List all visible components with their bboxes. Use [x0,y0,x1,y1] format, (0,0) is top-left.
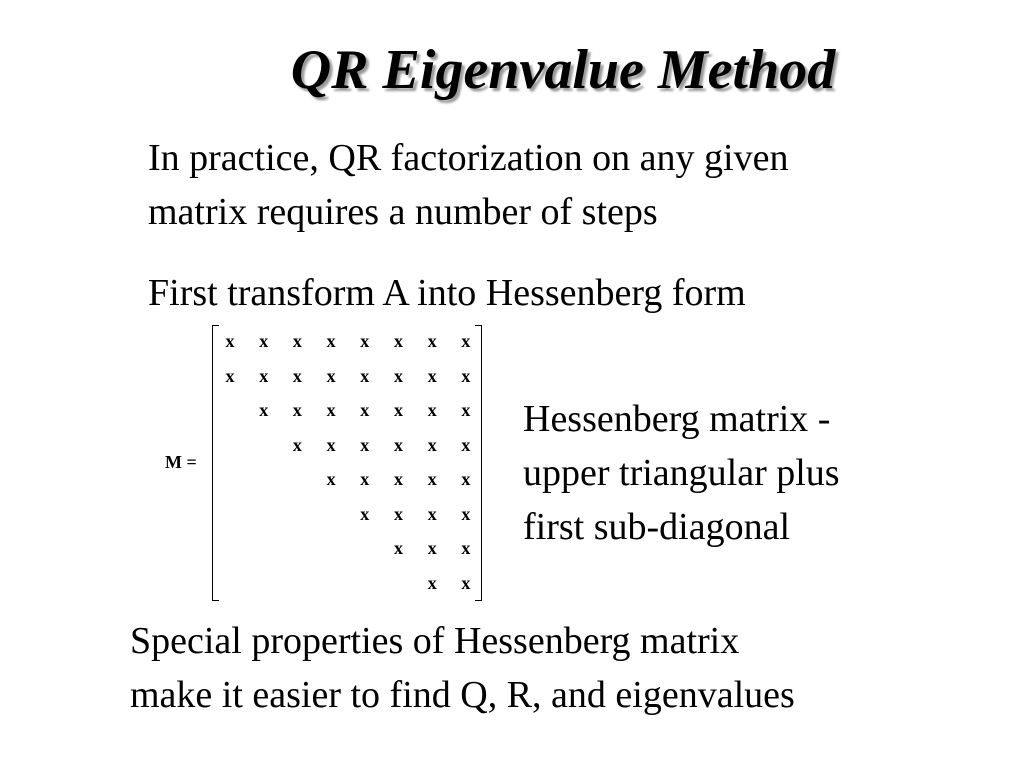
matrix-entry: x [394,331,403,351]
matrix-entry: x [360,434,370,455]
matrix-entry: x [360,503,370,524]
matrix-entry: x [394,503,403,524]
matrix-entry: x [461,503,471,524]
matrix-entry: x [292,400,302,420]
matrix-entry: x [427,503,437,524]
matrix-entry: x [461,572,471,593]
matrix-entry: x [225,365,235,386]
matrix-entry: x [259,365,269,386]
hessenberg-line-3: first sub-diagonal [523,506,791,548]
properties-paragraph [130,614,795,722]
intro-paragraph [148,131,788,239]
matrix-entry: x [461,365,471,386]
matrix-entry: x [360,400,370,420]
intro-line-1: In practice, QR factorization on any given [148,137,789,179]
matrix-entry: x [461,434,471,455]
matrix-left-bracket [212,325,219,601]
hessenberg-line-2: upper triangular plus [523,452,840,494]
transform-line-1: First transform A into Hessenberg form [148,272,746,314]
matrix-entry: x [259,400,269,420]
matrix-entry: x [360,469,370,489]
matrix-right-bracket [475,325,482,601]
matrix-entry: x [427,538,437,558]
matrix-entry: x [427,572,437,593]
matrix-entry: x [326,365,336,386]
properties-line-1: Special properties of Hessenberg matrix [130,620,740,662]
hessenberg-line-1: Hessenberg matrix - [523,398,831,440]
matrix-entry: x [292,331,302,351]
transform-paragraph [148,266,746,320]
matrix-entry: x [259,331,269,351]
matrix-entry: x [394,434,403,455]
matrix-entry: x [326,434,336,455]
properties-line-2: make it easier to find Q, R, and eigenvalues [130,674,795,716]
matrix-entry: x [360,331,370,351]
matrix-entry: x [394,400,403,420]
hessenberg-matrix [212,325,482,601]
matrix-entry: x [427,365,437,386]
matrix-entry: x [427,434,437,455]
matrix-entry: x [427,469,437,489]
matrix-label: M = [165,452,197,472]
matrix-entry: x [427,331,437,351]
hessenberg-description [523,392,840,554]
matrix-entry: x [292,434,302,455]
matrix-entry: x [394,365,403,386]
matrix-entry: x [461,469,471,489]
matrix-entry: x [427,400,437,420]
matrix-entry: x [292,365,302,386]
matrix-entry: x [394,469,403,489]
slide-title: QR Eigenvalue Method [290,39,836,101]
matrix-entry: x [326,331,336,351]
intro-line-2: matrix requires a number of steps [148,191,658,233]
matrix-entry: x [461,400,471,420]
matrix-entry: x [225,331,235,351]
matrix-entry: x [360,365,370,386]
matrix-entry: x [394,538,403,558]
matrix-entry: x [461,538,471,558]
matrix-entry: x [461,331,471,351]
matrix-entry: x [326,469,336,489]
matrix-entry: x [326,400,336,420]
